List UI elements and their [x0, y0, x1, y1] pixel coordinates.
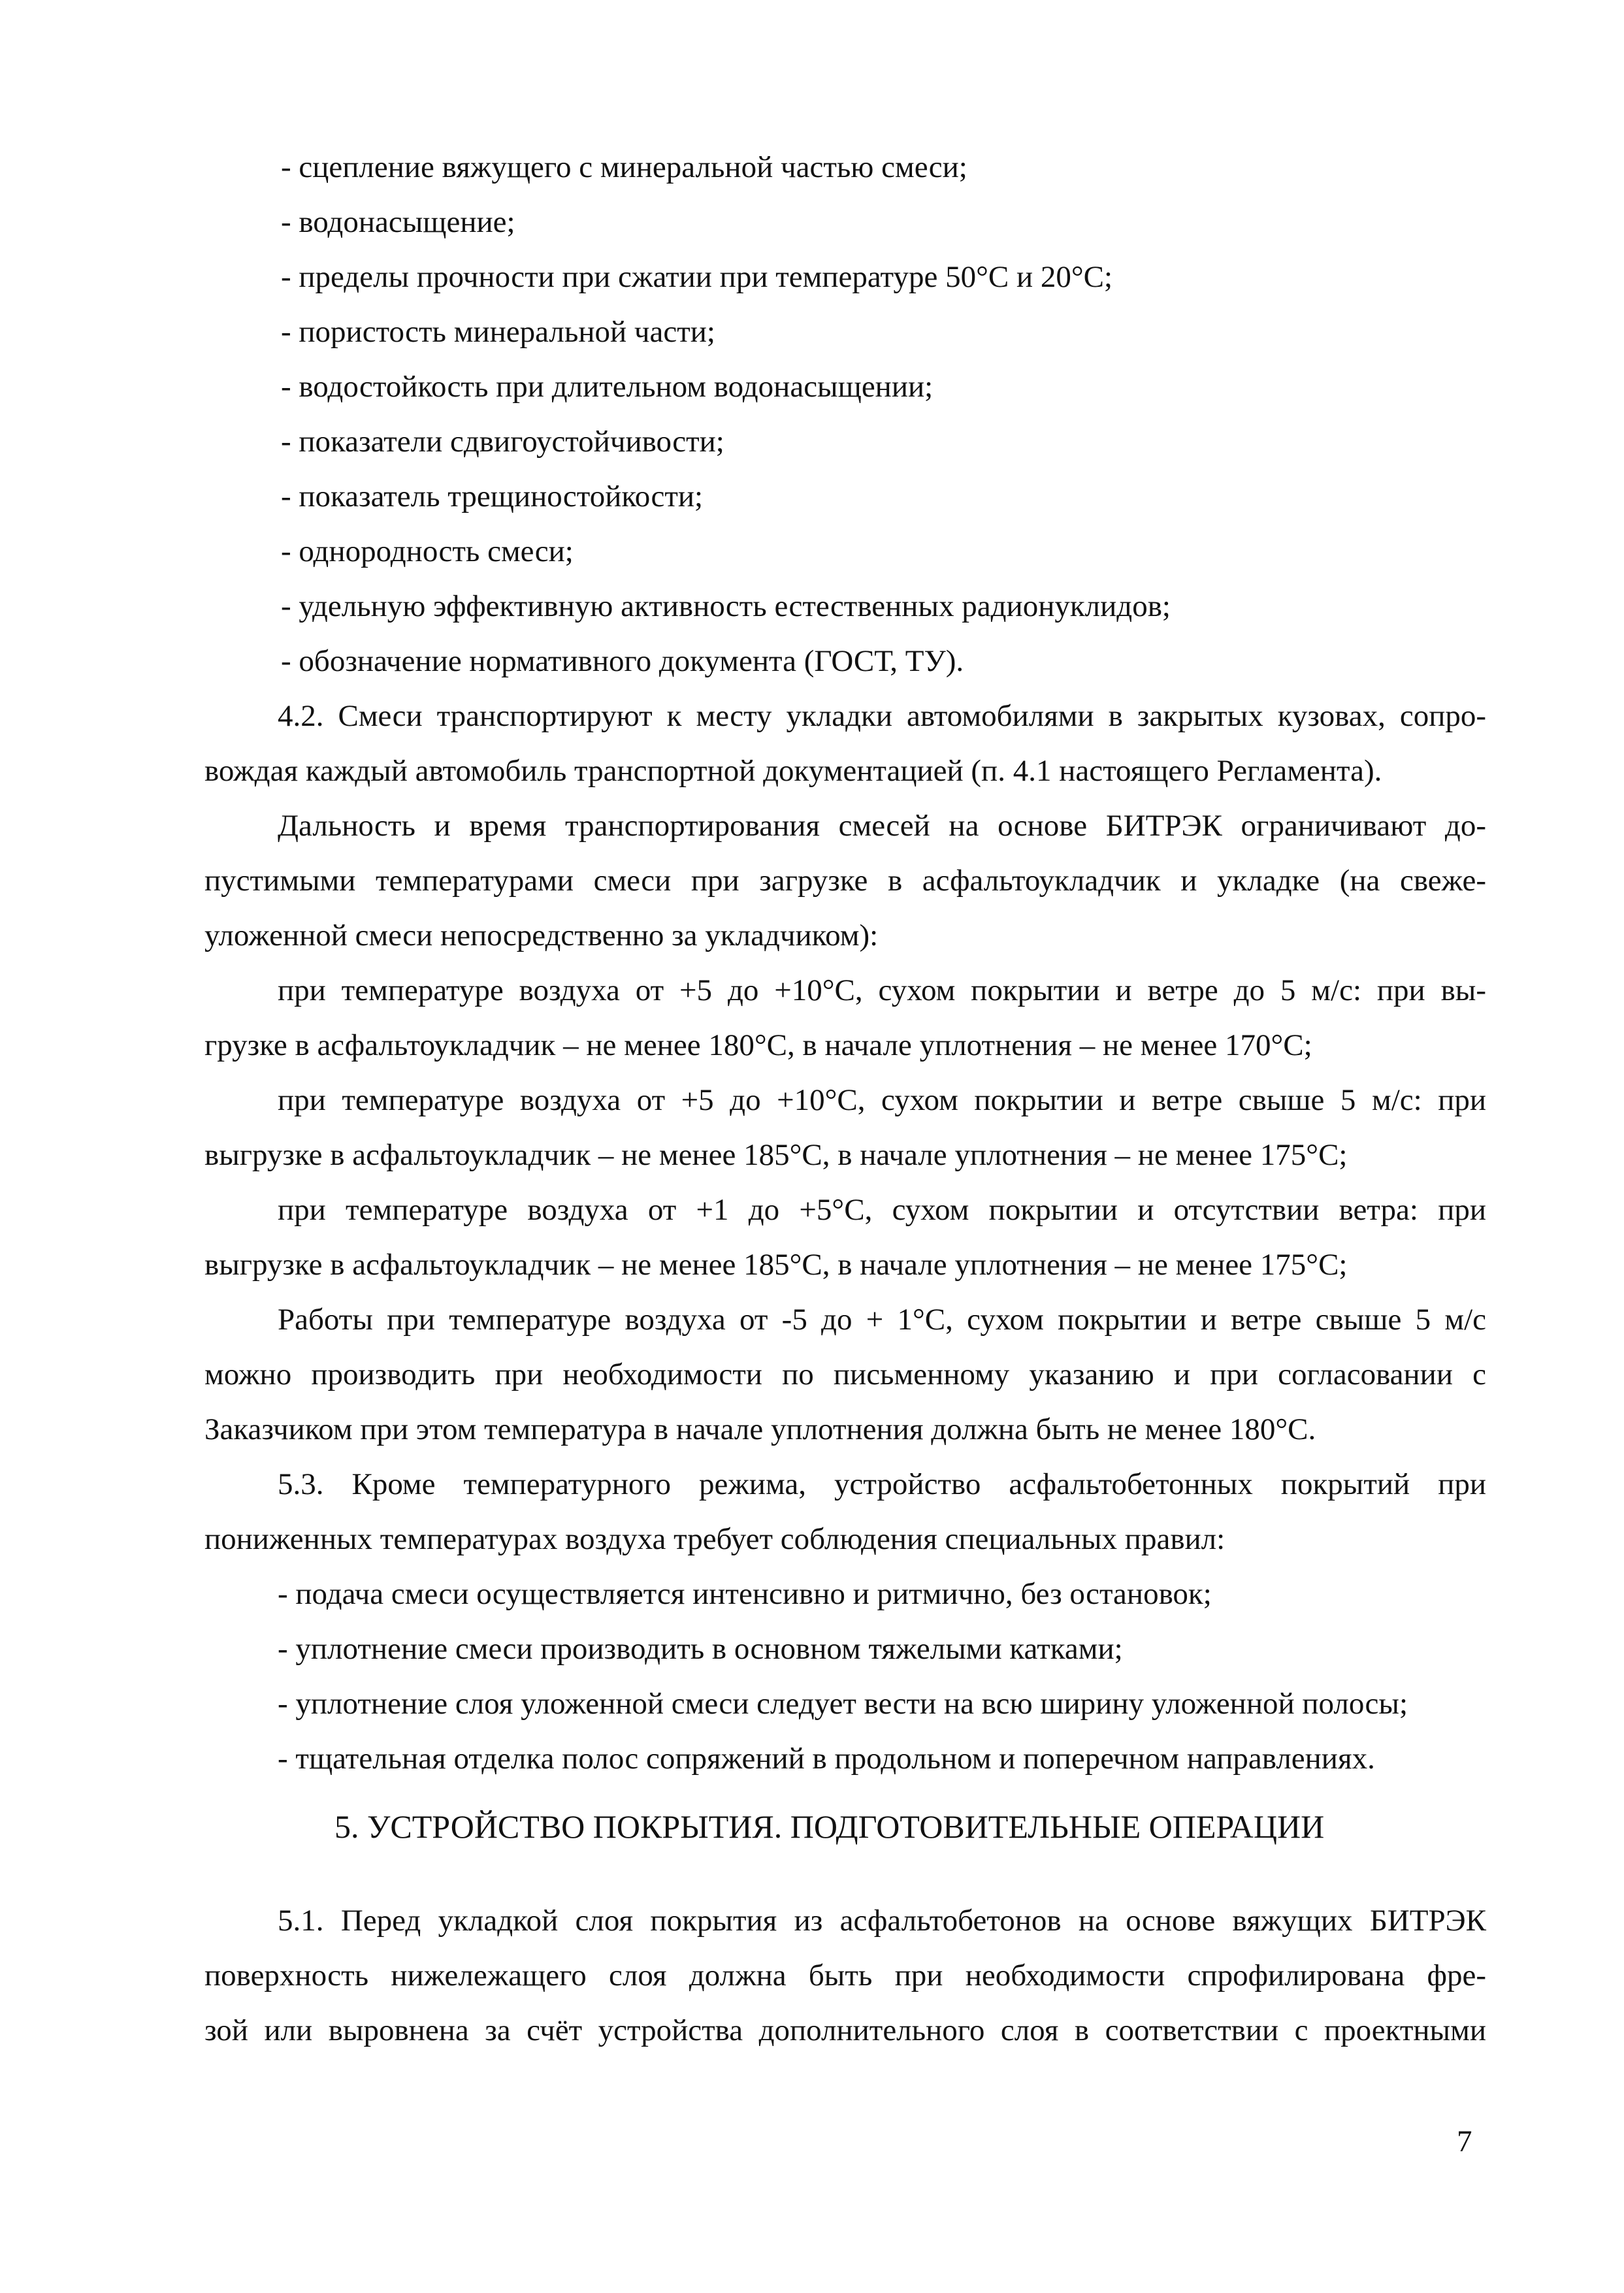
paragraph-line: уложенной смеси непосредственно за укладчиком): [204, 919, 879, 952]
paragraph-line: 5.1. Перед укладкой слоя покрытия из асфальтобетонов на основе вяжущих БИТРЭК [278, 1904, 1486, 1938]
list-item: - показатели сдвигоустойчивости; [281, 425, 724, 459]
list-item: - обозначение нормативного документа (ГОСТ, ТУ). [281, 644, 964, 678]
list-item: - уплотнение смеси производить в основном тяжелыми катками; [278, 1632, 1123, 1666]
list-item: - уплотнение слоя уложенной смеси следует вести на всю ширину уложенной полосы; [278, 1687, 1408, 1721]
paragraph-line: 4.2. Смеси транспортируют к месту укладки автомобилями в закрытых кузовах, сопро- [278, 699, 1486, 733]
paragraph-line: поверхность нижележащего слоя должна быть при необходимости спрофилирована фре- [204, 1959, 1486, 1992]
list-item: - показатель трещиностойкости; [281, 480, 704, 513]
list-item: - водостойкость при длительном водонасыщении; [281, 370, 934, 404]
paragraph-line: пустимыми температурами смеси при загрузке в асфальтоукладчик и укладке (на свеже- [204, 864, 1486, 898]
paragraph-line: Дальность и время транспортирования смесей на основе БИТРЭК ограничивают до- [278, 809, 1486, 843]
list-item: - подача смеси осуществляется интенсивно и ритмично, без остановок; [278, 1577, 1212, 1611]
paragraph-line: зой или выровнена за счёт устройства дополнительного слоя в соответствии с проектными [204, 2013, 1486, 2047]
section-heading: 5. УСТРОЙСТВО ПОКРЫТИЯ. ПОДГОТОВИТЕЛЬНЫЕ ОПЕРАЦИИ [334, 1808, 1325, 1845]
paragraph-line: Заказчиком при этом температура в начале уплотнения должна быть не менее 180°С. [204, 1412, 1316, 1446]
list-item: - удельную эффективную активность естественных радионуклидов; [281, 589, 1171, 623]
list-item: - пределы прочности при сжатии при температуре 50°С и 20°С; [281, 260, 1113, 294]
list-item: - однородность смеси; [281, 534, 574, 568]
page-number: 7 [1457, 2124, 1472, 2158]
paragraph-line: выгрузке в асфальтоукладчик – не менее 185°С, в начале уплотнения – не менее 175°С; [204, 1248, 1348, 1282]
list-item: - водонасыщение; [281, 205, 515, 239]
list-item: - сцепление вяжущего с минеральной частью смеси; [281, 150, 967, 184]
paragraph-line: выгрузке в асфальтоукладчик – не менее 185°С, в начале уплотнения – не менее 175°С; [204, 1138, 1348, 1172]
list-item: - пористость минеральной части; [281, 315, 715, 349]
paragraph-line: при температуре воздуха от +5 до +10°С, сухом покрытии и ветре до 5 м/с: при вы- [278, 973, 1486, 1007]
paragraph-line: Работы при температуре воздуха от -5 до + 1°С, сухом покрытии и ветре свыше 5 м/с [278, 1303, 1486, 1337]
paragraph-line: при температуре воздуха от +5 до +10°С, сухом покрытии и ветре свыше 5 м/с: при [278, 1083, 1486, 1117]
list-item: - тщательная отделка полос сопряжений в продольном и поперечном направлениях. [278, 1742, 1375, 1776]
paragraph-line: грузке в асфальтоукладчик – не менее 180°С, в начале уплотнения – не менее 170°С; [204, 1028, 1312, 1062]
paragraph-line: при температуре воздуха от +1 до +5°С, сухом покрытии и отсутствии ветра: при [278, 1193, 1486, 1227]
paragraph-line: вождая каждый автомобиль транспортной документацией (п. 4.1 настоящего Регламента). [204, 754, 1382, 788]
paragraph-line: пониженных температурах воздуха требует соблюдения специальных правил: [204, 1522, 1226, 1556]
paragraph-line: можно производить при необходимости по письменному указанию и при согласовании с [204, 1358, 1486, 1391]
paragraph-line: 5.3. Кроме температурного режима, устройство асфальтобетонных покрытий при [278, 1467, 1486, 1501]
